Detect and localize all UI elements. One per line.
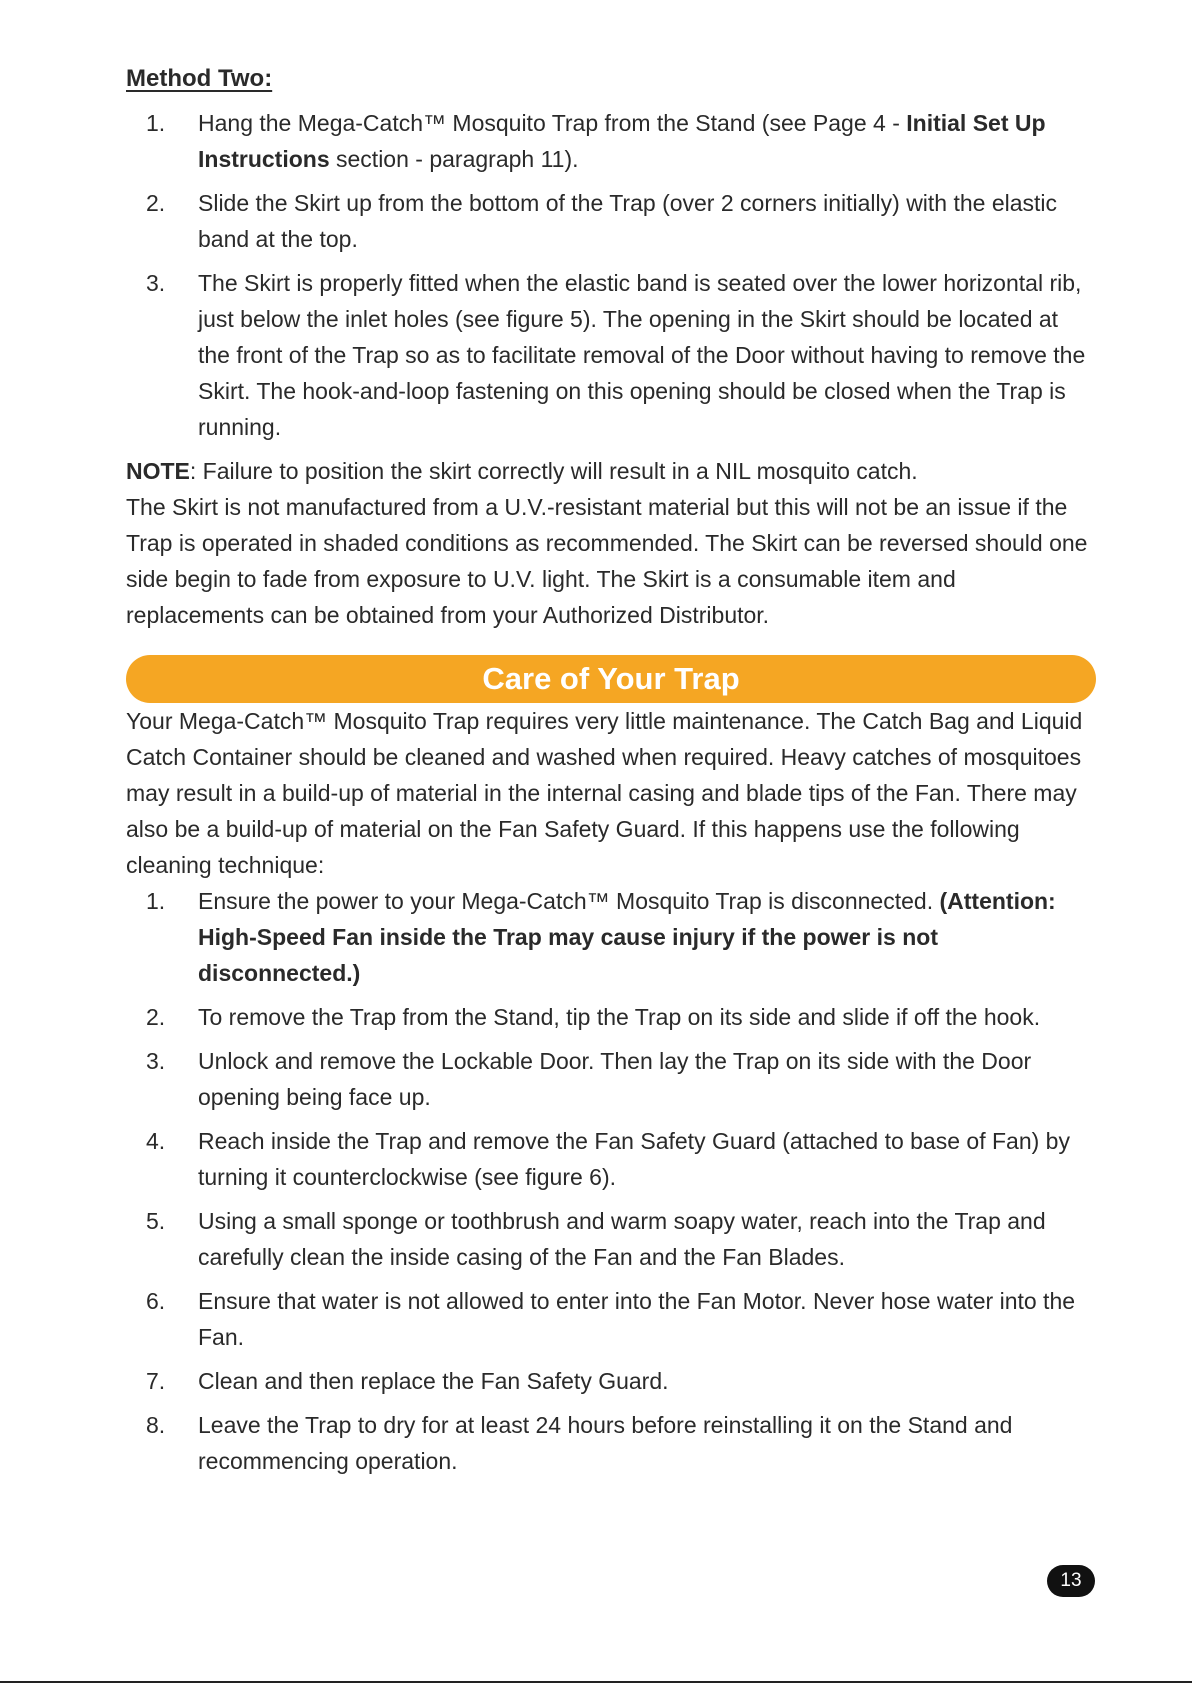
- list-item: [126, 1043, 1096, 1115]
- step-number: 2.: [146, 1004, 166, 1030]
- note-label: NOTE: [126, 458, 190, 484]
- care-steps: [126, 883, 1096, 1479]
- skirt-paragraph: The Skirt is not manufactured from a U.V.-resistant material but this will not be an issue if the Trap is operated in shaded conditions as recommended. The Skirt can be reversed should one side begin to fade from exposure to U.V. light. The Skirt is a consumable item and replacements can be obtained from your Authorized Distributor.: [126, 494, 1088, 628]
- step-text-segment: section - paragraph 11).: [329, 146, 579, 172]
- step-text-bold: Initial Set Up Instructions: [198, 110, 1046, 172]
- step-number: 4.: [146, 1128, 166, 1154]
- step-text-segment: Ensure the power to your Mega-Catch™ Mosquito Trap is disconnected.: [198, 888, 940, 914]
- list-item: [126, 1203, 1096, 1275]
- step-text: [198, 1407, 1096, 1479]
- step-text: [198, 883, 1096, 991]
- step-text: [198, 105, 1096, 177]
- care-section-banner: Care of Your Trap: [126, 655, 1096, 703]
- step-number: 8.: [146, 1412, 166, 1438]
- step-text: [198, 1363, 1096, 1399]
- step-text-segment: Clean and then replace the Fan Safety Guard.: [198, 1368, 669, 1394]
- method-two-heading: Method Two:: [126, 65, 273, 92]
- step-number: 6.: [146, 1288, 166, 1314]
- step-text-segment: Unlock and remove the Lockable Door. Then lay the Trap on its side with the Door opening being face up.: [198, 1048, 1032, 1110]
- step-text-segment: Ensure that water is not allowed to enter into the Fan Motor. Never hose water into the Fan.: [198, 1288, 1076, 1350]
- step-text-segment: To remove the Trap from the Stand, tip the Trap on its side and slide if off the hook.: [198, 1004, 1041, 1030]
- step-text-segment: Reach inside the Trap and remove the Fan Safety Guard (attached to base of Fan) by turning it counterclockwise (see figure 6).: [198, 1128, 1070, 1190]
- list-item: [126, 883, 1096, 991]
- step-text-segment: The Skirt is properly fitted when the elastic band is seated over the lower horizontal rib, just below the inlet holes (see figure 5). The opening in the Skirt should be located at the front of the Trap so as to facilitate removal of the Door without having to remove the Skirt. The hook-and-loop fastening on this opening should be closed when the Trap is running.: [198, 270, 1086, 440]
- bottom-divider: [0, 1681, 1192, 1683]
- list-item: [126, 1123, 1096, 1195]
- step-text: [198, 1123, 1096, 1195]
- list-item: [126, 1363, 1096, 1399]
- list-item: [126, 185, 1096, 257]
- step-text: [198, 265, 1096, 445]
- list-item: [126, 1283, 1096, 1355]
- step-text: [198, 185, 1096, 257]
- note-paragraph: [126, 453, 1096, 489]
- step-text-segment: Leave the Trap to dry for at least 24 hours before reinstalling it on the Stand and recommencing operation.: [198, 1412, 1013, 1474]
- list-item: [126, 265, 1096, 445]
- step-text-segment: Slide the Skirt up from the bottom of the Trap (over 2 corners initially) with the elastic band at the top.: [198, 190, 1058, 252]
- list-item: [126, 105, 1096, 177]
- step-number: 2.: [146, 190, 166, 216]
- manual-page: [126, 62, 1096, 1487]
- step-text-segment: Hang the Mega-Catch™ Mosquito Trap from the Stand (see Page 4 -: [198, 110, 907, 136]
- list-item: [126, 1407, 1096, 1479]
- step-text-segment: Using a small sponge or toothbrush and warm soapy water, reach into the Trap and carefully clean the inside casing of the Fan and the Fan Blades.: [198, 1208, 1046, 1270]
- step-number: 7.: [146, 1368, 166, 1394]
- step-text: [198, 1043, 1096, 1115]
- step-number: 3.: [146, 1048, 166, 1074]
- care-intro-paragraph: Your Mega-Catch™ Mosquito Trap requires very little maintenance. The Catch Bag and Liquid Catch Container should be cleaned and washed when required. Heavy catches of mosquitoes may result in a build-up of material in the internal casing and blade tips of the Fan. There may also be a build-up of material on the Fan Safety Guard. If this happens use the following cleaning technique:: [126, 708, 1083, 878]
- step-number: 1.: [146, 110, 166, 136]
- step-text-bold: (Attention: High-Speed Fan inside the Trap may cause injury if the power is not disconnected.): [198, 888, 1056, 986]
- list-item: [126, 999, 1096, 1035]
- step-text: [198, 999, 1096, 1035]
- page-number-badge: 13: [1047, 1565, 1095, 1597]
- note-text: : Failure to position the skirt correctly will result in a NIL mosquito catch.: [189, 458, 918, 484]
- step-number: 3.: [146, 270, 166, 296]
- step-text: [198, 1203, 1096, 1275]
- method-two-steps: [126, 105, 1096, 445]
- step-number: 1.: [146, 888, 166, 914]
- step-text: [198, 1283, 1096, 1355]
- step-number: 5.: [146, 1208, 166, 1234]
